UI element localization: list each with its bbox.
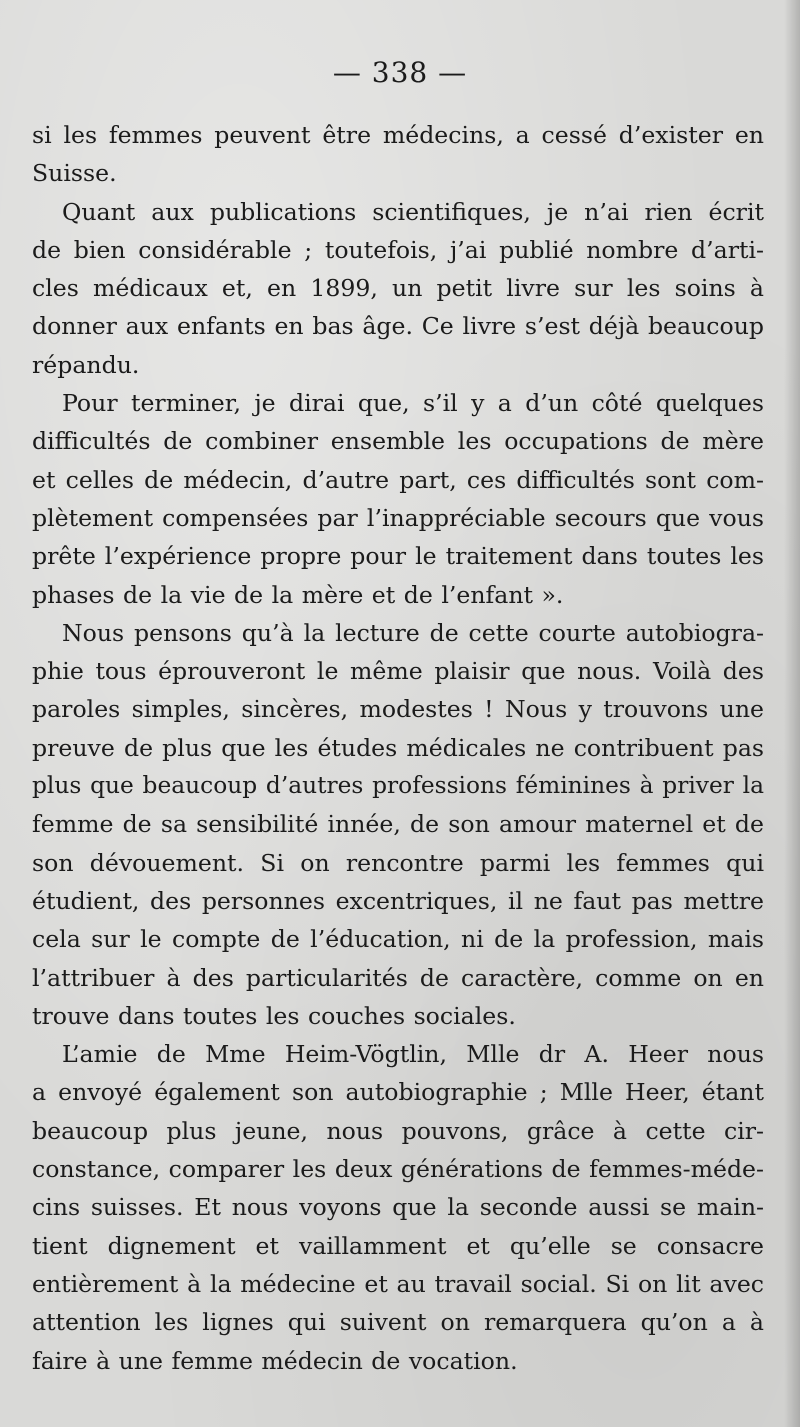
text-line: faire à une femme médecin de vocation.: [32, 1346, 518, 1375]
text-line: L’amie de Mme Heim-Vögtlin, Mlle dr A. Heer nous: [62, 1040, 764, 1069]
text-line: son dévouement. Si on rencontre parmi les femmes qui: [32, 848, 764, 877]
text-line: si les femmes peuvent être médecins, a cessé d’exister en: [32, 121, 764, 149]
text-line: phases de la vie de la mère et de l’enfant ».: [32, 580, 564, 609]
text-line: cins suisses. Et nous voyons que la seconde aussi se main-: [32, 1193, 764, 1222]
text-line: paroles simples, sincères, modestes ! Nous y trouvons une: [32, 695, 764, 724]
text-line: répandu.: [32, 350, 140, 379]
text-line: tient dignement et vaillamment et qu’elle se consacre: [32, 1231, 764, 1260]
body-text: [32, 116, 764, 1380]
text-line: prête l’expérience propre pour le traitement dans toutes les: [32, 542, 764, 571]
text-line: Suisse.: [32, 159, 117, 188]
text-line: donner aux enfants en bas âge. Ce livre s’est déjà beaucoup: [32, 312, 764, 341]
text-line: trouve dans toutes les couches sociales.: [32, 1001, 516, 1030]
text-line: cela sur le compte de l’éducation, ni de la profession, mais: [32, 925, 764, 954]
text-line: difficultés de combiner ensemble les occupations de mère: [32, 427, 764, 456]
text-line: preuve de plus que les études médicales ne contribuent pas: [32, 733, 764, 762]
text-line: plus que beaucoup d’autres professions féminines à priver la: [32, 772, 764, 800]
text-line: femme de sa sensibilité innée, de son amour maternel et de: [32, 810, 764, 839]
text-line: plètement compensées par l’inappréciable secours que vous: [32, 503, 764, 532]
text-line: cles médicaux et, en 1899, un petit livre sur les soins à: [32, 274, 764, 303]
text-line: a envoyé également son autobiographie ; Mlle Heer, étant: [32, 1078, 764, 1107]
text-line: entièrement à la médecine et au travail social. Si on lit avec: [32, 1269, 764, 1298]
text-line: et celles de médecin, d’autre part, ces difficultés sont com-: [32, 465, 764, 494]
text-line: beaucoup plus jeune, nous pouvons, grâce à cette cir-: [32, 1116, 764, 1145]
text-line: phie tous éprouveront le même plaisir que nous. Voilà des: [32, 657, 764, 686]
text-line: de bien considérable ; toutefois, j’ai publié nombre d’arti-: [32, 235, 764, 264]
text-line: constance, comparer les deux générations de femmes-méde-: [32, 1155, 764, 1184]
text-line: étudient, des personnes excentriques, il ne faut pas mettre: [32, 886, 764, 915]
page-edge-shadow: [784, 0, 800, 1427]
text-line: Nous pensons qu’à la lecture de cette courte autobiogra-: [62, 618, 764, 647]
page-number: — 338 —: [332, 56, 468, 89]
text-line: l’attribuer à des particularités de caractère, comme on en: [32, 963, 764, 992]
text-line: Quant aux publications scientifiques, je n’ai rien écrit: [62, 197, 764, 226]
text-line: attention les lignes qui suivent on remarquera qu’on a à: [32, 1308, 764, 1337]
text-line: Pour terminer, je dirai que, s’il y a d’un côté quelques: [62, 389, 764, 418]
